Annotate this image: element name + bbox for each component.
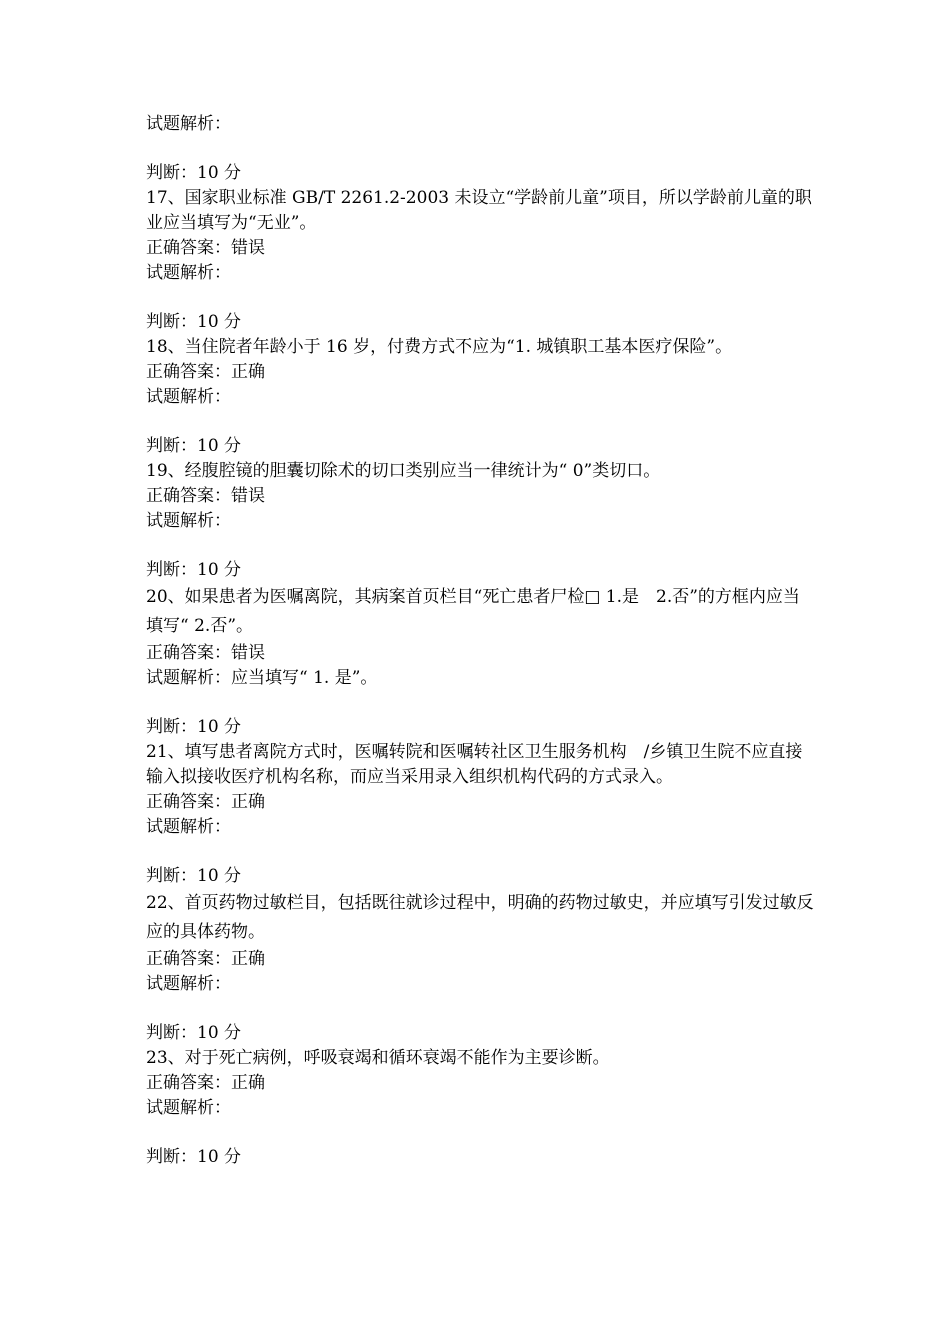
score-label: 判断：10 分 (146, 560, 242, 580)
correct-answer: 正确答案：错误 (146, 643, 265, 663)
analysis-label: 试题解析： (146, 263, 231, 283)
question-block (146, 186, 816, 335)
score-label: 判断：10 分 (146, 717, 242, 737)
question-block (146, 1046, 816, 1170)
spacer (146, 534, 816, 558)
score-label: 判断：10 分 (146, 1147, 242, 1167)
score-label: 判断：10 分 (146, 1023, 242, 1043)
analysis-text: 试题解析：应当填写“ 1. 是”。 (146, 668, 378, 688)
analysis-label: 试题解析： (146, 974, 231, 994)
question-block (146, 583, 816, 740)
question-block (146, 740, 816, 889)
analysis-label: 试题解析： (146, 817, 231, 837)
score-label: 判断：10 分 (146, 436, 242, 456)
correct-answer: 正确答案：正确 (146, 949, 265, 969)
spacer (146, 1121, 816, 1145)
question-block (146, 889, 816, 1046)
score-label: 判断：10 分 (146, 163, 242, 183)
spacer (146, 286, 816, 310)
question-text: 21、填写患者离院方式时，医嘱转院和医嘱转社区卫生服务机构 /乡镇卫生院不应直接输入拟接收医疗机构名称，而应当采用录入组织机构代码的方式录入。 (146, 742, 803, 787)
question-block (146, 459, 816, 583)
correct-answer: 正确答案：错误 (146, 238, 265, 258)
document-page (146, 112, 816, 1170)
question-text: 23、对于死亡病例，呼吸衰竭和循环衰竭不能作为主要诊断。 (146, 1048, 610, 1068)
question-text: 22、首页药物过敏栏目，包括既往就诊过程中，明确的药物过敏史，并应填写引发过敏反应的具体药物。 (146, 893, 814, 942)
correct-answer: 正确答案：正确 (146, 1073, 265, 1093)
spacer (146, 840, 816, 864)
analysis-label: 试题解析： (146, 114, 231, 134)
correct-answer: 正确答案：正确 (146, 792, 265, 812)
correct-answer: 正确答案：正确 (146, 362, 265, 382)
spacer (146, 137, 816, 161)
question-text: 20、如果患者为医嘱离院，其病案首页栏目“死亡患者尸检□ 1.是 2.否”的方框内应当填写“ 2.否”。 (146, 587, 800, 636)
score-label: 判断：10 分 (146, 312, 242, 332)
correct-answer: 正确答案：错误 (146, 486, 265, 506)
analysis-label: 试题解析： (146, 511, 231, 531)
spacer (146, 997, 816, 1021)
spacer (146, 410, 816, 434)
question-text: 19、经腹腔镜的胆囊切除术的切口类别应当一律统计为“ 0”类切口。 (146, 461, 661, 481)
score-label: 判断：10 分 (146, 866, 242, 886)
question-block (146, 335, 816, 459)
analysis-label: 试题解析： (146, 387, 231, 407)
question-text: 18、当住院者年龄小于 16 岁，付费方式不应为“1. 城镇职工基本医疗保险”。 (146, 337, 733, 357)
spacer (146, 691, 816, 715)
analysis-label: 试题解析： (146, 1098, 231, 1118)
question-text: 17、国家职业标准 GB/T 2261.2-2003 未设立“学龄前儿童”项目，所以学龄前儿童的职业应当填写为“无业”。 (146, 188, 812, 233)
